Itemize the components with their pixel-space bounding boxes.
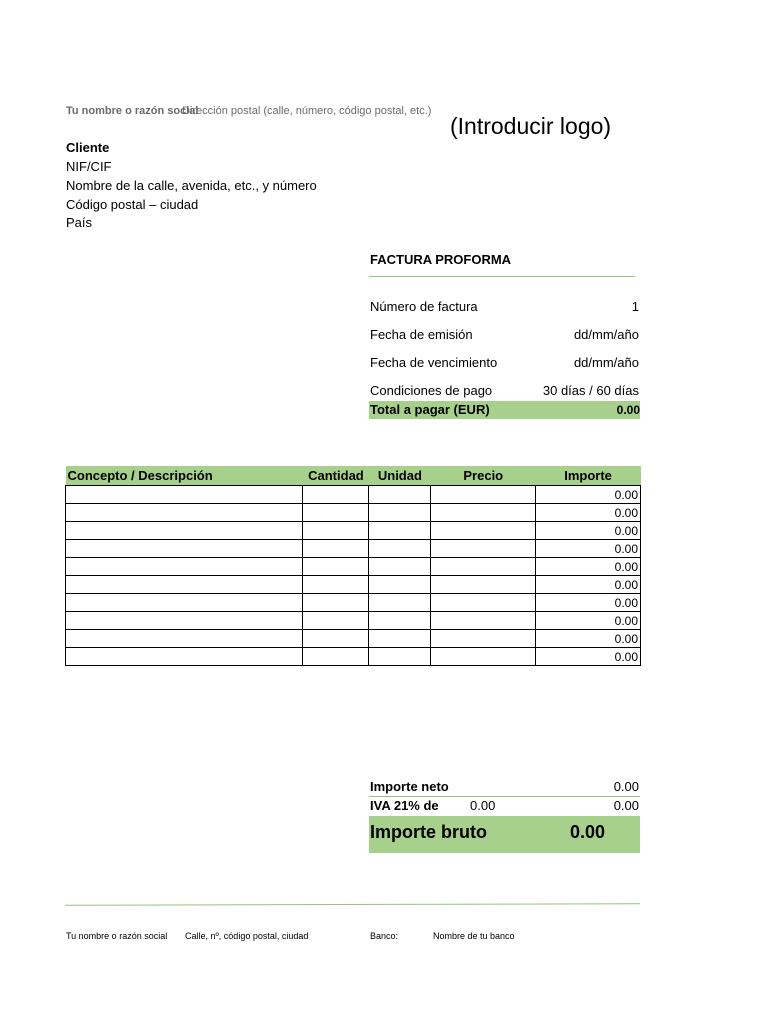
title-divider (369, 276, 635, 277)
cell-quantity[interactable] (303, 648, 369, 666)
cell-concept[interactable] (66, 540, 303, 558)
col-quantity: Cantidad (303, 466, 369, 486)
col-price: Precio (431, 466, 536, 486)
cell-quantity[interactable] (303, 594, 369, 612)
sender-address: Dirección postal (calle, número, código postal, etc.) (182, 105, 432, 117)
due-date-value: dd/mm/año (573, 355, 639, 370)
client-country: País (66, 215, 93, 230)
cell-amount: 0.00 (536, 648, 641, 666)
cell-quantity[interactable] (303, 558, 369, 576)
gross-amount-label: Importe bruto (370, 822, 487, 842)
cell-price[interactable] (431, 504, 536, 522)
table-row (66, 576, 641, 594)
cell-concept[interactable] (66, 594, 303, 612)
cell-amount: 0.00 (536, 486, 641, 504)
footer-name: Tu nombre o razón social (66, 931, 168, 941)
cell-unit[interactable] (369, 558, 431, 576)
cell-unit[interactable] (369, 648, 431, 666)
logo-placeholder: (Introducir logo) (450, 113, 612, 139)
issue-date-label: Fecha de emisión (370, 327, 473, 342)
cell-unit[interactable] (369, 612, 431, 630)
invoice-title: FACTURA PROFORMA (370, 252, 512, 267)
summary-divider (369, 796, 640, 797)
cell-price[interactable] (431, 576, 536, 594)
cell-quantity[interactable] (303, 540, 369, 558)
cell-unit[interactable] (369, 486, 431, 504)
client-tax-id: NIF/CIF (66, 159, 112, 174)
cell-unit[interactable] (369, 504, 431, 522)
cell-concept[interactable] (66, 612, 303, 630)
cell-quantity[interactable] (303, 576, 369, 594)
invoice-number-label: Número de factura (370, 299, 478, 314)
due-date-label: Fecha de vencimiento (370, 355, 498, 370)
gross-amount-bar (369, 816, 640, 853)
vat-value: 0.00 (613, 798, 639, 813)
col-unit: Unidad (369, 466, 431, 486)
cell-price[interactable] (431, 486, 536, 504)
net-amount-label: Importe neto (370, 779, 449, 794)
client-title: Cliente (66, 140, 110, 155)
col-concept: Concepto / Descripción (66, 466, 303, 486)
cell-amount: 0.00 (536, 504, 641, 522)
cell-quantity[interactable] (303, 612, 369, 630)
payment-terms-value: 30 días / 60 días (542, 383, 639, 398)
cell-unit[interactable] (369, 594, 431, 612)
cell-concept[interactable] (66, 504, 303, 522)
items-table (65, 466, 641, 666)
client-postal-city: Código postal – ciudad (66, 197, 199, 212)
cell-concept[interactable] (66, 522, 303, 540)
total-due-label: Total a pagar (EUR) (370, 402, 490, 417)
cell-quantity[interactable] (303, 504, 369, 522)
gross-amount-value: 0.00 (570, 822, 606, 842)
issue-date-value: dd/mm/año (573, 327, 639, 342)
cell-quantity[interactable] (303, 522, 369, 540)
footer-bank-label: Banco: (370, 931, 399, 941)
table-row (66, 594, 641, 612)
cell-price[interactable] (431, 630, 536, 648)
footer-divider (65, 903, 640, 906)
vat-label: IVA 21% de (370, 798, 439, 813)
cell-price[interactable] (431, 612, 536, 630)
client-street: Nombre de la calle, avenida, etc., y número (66, 178, 317, 193)
table-row (66, 612, 641, 630)
payment-terms-label: Condiciones de pago (370, 383, 493, 398)
table-row (66, 630, 641, 648)
cell-quantity[interactable] (303, 486, 369, 504)
cell-concept[interactable] (66, 558, 303, 576)
cell-concept[interactable] (66, 486, 303, 504)
footer-bank-name: Nombre de tu banco (433, 931, 515, 941)
cell-unit[interactable] (369, 540, 431, 558)
table-row (66, 540, 641, 558)
cell-unit[interactable] (369, 522, 431, 540)
cell-concept[interactable] (66, 648, 303, 666)
cell-price[interactable] (431, 648, 536, 666)
table-row (66, 486, 641, 504)
cell-amount: 0.00 (536, 612, 641, 630)
cell-amount: 0.00 (536, 540, 641, 558)
table-row (66, 558, 641, 576)
table-row (66, 522, 641, 540)
cell-price[interactable] (431, 522, 536, 540)
cell-amount: 0.00 (536, 594, 641, 612)
table-row (66, 504, 641, 522)
cell-price[interactable] (431, 594, 536, 612)
cell-price[interactable] (431, 540, 536, 558)
table-row (66, 648, 641, 666)
cell-amount: 0.00 (536, 630, 641, 648)
cell-amount: 0.00 (536, 576, 641, 594)
total-due-bar (369, 401, 640, 419)
cell-quantity[interactable] (303, 630, 369, 648)
cell-price[interactable] (431, 558, 536, 576)
cell-amount: 0.00 (536, 522, 641, 540)
total-due-value: 0.00 (616, 403, 640, 417)
invoice-number-value: 1 (631, 299, 639, 314)
col-amount: Importe (536, 466, 641, 486)
sender-name: Tu nombre o razón social (66, 105, 199, 117)
cell-unit[interactable] (369, 576, 431, 594)
cell-unit[interactable] (369, 630, 431, 648)
net-amount-value: 0.00 (613, 779, 639, 794)
cell-concept[interactable] (66, 630, 303, 648)
footer-address: Calle, nº, código postal, ciudad (185, 931, 309, 941)
items-header-row (66, 466, 641, 486)
cell-amount: 0.00 (536, 558, 641, 576)
cell-concept[interactable] (66, 576, 303, 594)
vat-base-value: 0.00 (470, 798, 496, 813)
